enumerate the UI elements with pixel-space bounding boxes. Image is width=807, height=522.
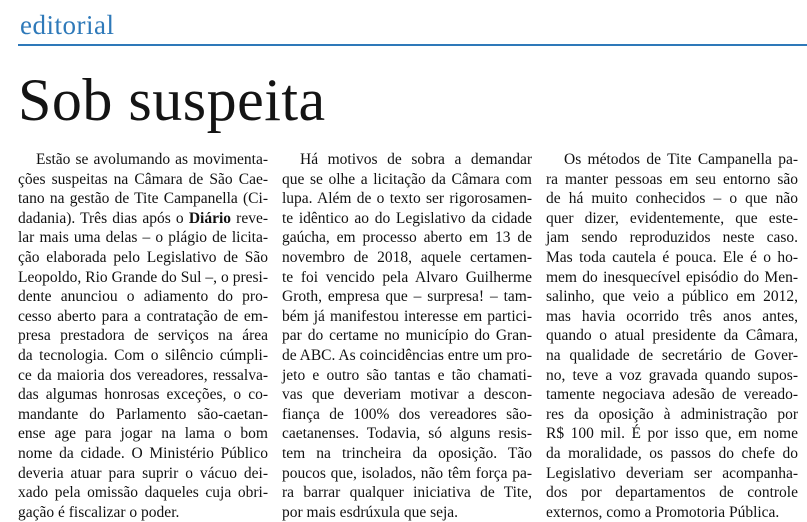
article-line: mandante do Parlamento são-caetan-	[18, 405, 268, 423]
article-line: ra barrar qualquer iniciativa de Tite,	[282, 484, 532, 502]
article-line: quer dizer, evidentemente, que este-	[546, 209, 798, 227]
article-line: mem do inesquecível episódio do Men-	[546, 268, 798, 286]
article-line: fiança de 100% dos vereadores são-	[282, 405, 532, 423]
article-column-3	[546, 150, 798, 522]
article-line: xado pela omissão daqueles cuja obri-	[18, 484, 268, 502]
article-line: te idêntico ao do Legislativo da cidade	[282, 209, 532, 227]
article-line: bém já manifestou interesse em partici-	[282, 307, 532, 325]
article-line: dadania). Três dias após o Diário reve-	[18, 209, 268, 227]
article-line: presa prestadora de serviços na área	[18, 327, 268, 345]
article-line: de há muito conhecidos – o que não	[546, 190, 798, 208]
article-line: lupa. Além de o texto ser rigorosamen-	[282, 190, 532, 208]
article-line: novembro de 2018, aquele certamen-	[282, 248, 532, 266]
article-line: que se olhe a licitação da Câmara com	[282, 170, 532, 188]
article-line: dos por departamentos de controle	[546, 484, 798, 502]
article-line: de ABC. As coincidências entre um pro-	[282, 346, 533, 364]
article-line: Os métodos de Tite Campanella pa-	[564, 151, 798, 168]
article-column-1	[18, 150, 268, 522]
article-line: ção elaborada pelo Legislativo de São	[18, 248, 268, 266]
article-line: dente anunciou o adiamento do pro-	[18, 288, 268, 306]
article-line: da tecnologia. Com o silêncio cúmpli-	[18, 346, 268, 364]
article-line: jeto e outro são tantas e tão chamati-	[282, 366, 532, 384]
headline: Sob suspeita	[18, 67, 326, 133]
article-line: no, teve a voz gravada quando supos-	[546, 366, 798, 384]
article-line: deveria atuar para suprir o vácuo dei-	[18, 464, 268, 482]
article-line: quando o atual presidente da Câmara,	[546, 327, 798, 345]
article-line: poucos que, isolados, não têm força pa-	[282, 464, 532, 482]
article-line: da moralidade, os passos do chefe do	[546, 444, 798, 462]
article-line: mas havia ocorrido três anos antes,	[546, 307, 798, 325]
article-line: das algumas honrosas exceções, o co-	[18, 386, 268, 404]
article-line: cesso aberto para a contratação de em-	[18, 307, 268, 325]
article-line: ense age para jogar na lama o bom	[18, 425, 268, 443]
article-line: por mais esdrúxula que seja.	[282, 503, 459, 521]
article-line: R$ 100 mil. É por isso que, em nome	[546, 425, 798, 443]
article-line: Leopoldo, Rio Grande do Sul –, o presi-	[18, 268, 268, 286]
article-line: gaúcha, em processo aberto em 13 de	[282, 229, 532, 247]
article-line: ções suspeitas na Câmara de São Cae-	[18, 170, 268, 188]
article-line: res da oposição à administração por	[546, 405, 798, 423]
article-line: gação é fiscalizar o poder.	[18, 503, 180, 521]
article-line: Legislativo deveriam ser acompanha-	[546, 464, 798, 482]
article-line: na qualidade de secretário de Gover-	[546, 346, 798, 364]
article-line: nome da cidade. O Ministério Público	[18, 444, 268, 462]
article-line: caetanenses. Todavia, só alguns resis-	[282, 425, 532, 443]
article-line: tamente negociava adesão de vereado-	[546, 386, 798, 404]
article-line: vas que deveriam motivar a descon-	[282, 386, 532, 404]
article-line: lar mais uma delas – o plágio de licita-	[18, 229, 268, 247]
article-line: Groth, empresa que – surpresa! – tam-	[282, 288, 532, 306]
article-line: Mas toda cautela é pouca. Ele é o ho-	[546, 248, 798, 266]
article-line: tano na gestão de Tite Campanella (Ci-	[18, 190, 268, 208]
article-line: Há motivos de sobra a demandar	[300, 151, 532, 168]
article-line: ce da maioria dos vereadores, ressalva-	[18, 366, 268, 384]
section-label: editorial	[20, 10, 115, 40]
article-line: te foi vencido pela Alvaro Guilherme	[282, 268, 532, 286]
article-line: externos, como a Promotoria Pública.	[546, 503, 780, 521]
article-line: par do certame no município do Gran-	[282, 327, 532, 345]
article-line: ra manter pessoas em seu entorno são	[546, 170, 798, 188]
article-line: tem na trincheira da oposição. Tão	[282, 444, 532, 462]
article-line: jam sendo reproduzidos neste caso.	[546, 229, 798, 247]
article-line: Estão se avolumando as movimenta-	[36, 151, 268, 168]
section-divider	[18, 44, 807, 46]
article-column-2	[282, 150, 532, 522]
article-line: salinho, que veio a público em 2012,	[546, 288, 798, 306]
